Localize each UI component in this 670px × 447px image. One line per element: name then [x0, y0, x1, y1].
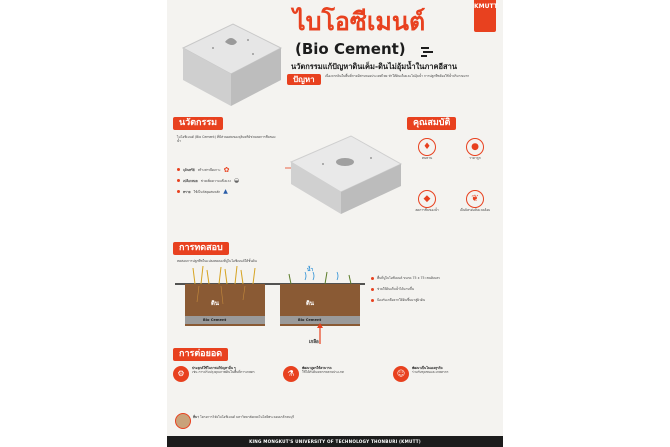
- salt-label: เกลือ: [309, 340, 319, 345]
- bacteria-icon: ✿: [223, 165, 230, 174]
- researcher-avatar: [175, 413, 191, 429]
- experiment-diagram: [175, 266, 365, 348]
- innovation-heading: นวัตกรรม: [173, 117, 223, 130]
- source-text: โครงการวิจัยไบโอซีเมนต์ มหาวิทยาลัยเทคโนโลยีพระจอมเกล้าธนบุรี: [200, 415, 295, 419]
- extension-items: [173, 364, 497, 412]
- title-thai: ไบโอซีเมนต์: [293, 7, 426, 36]
- experiment-bullet: [371, 276, 495, 280]
- extension-item-text: เช่น การปรับปรุงคุณภาพดินในพื้นที่การเกษตร: [192, 370, 255, 374]
- property-label: ราคาถูก: [469, 156, 481, 160]
- property-item: [455, 138, 495, 160]
- property-item: [407, 138, 447, 160]
- bullet-dot: [371, 299, 374, 302]
- extension-item-text: ร่วมกับชุมชนและเกษตรกร: [412, 370, 449, 374]
- property-label: ลดการซึมของน้ำ: [415, 208, 439, 212]
- innovation-item-label: ทราย: [183, 189, 191, 194]
- coin-icon: ●: [466, 138, 484, 156]
- kmutt-logo: [474, 0, 496, 32]
- soil-label-1: ดิน: [211, 300, 219, 307]
- innovation-item: [177, 164, 287, 175]
- extension-item-title: ประยุกต์ใช้ในการแก้ปัญหาอื่น ๆ: [192, 366, 236, 370]
- innovation-item-text: ช่วยเพิ่มความแข็งแรง: [200, 178, 231, 183]
- experiment-heading: การทดสอบ: [173, 242, 229, 255]
- bullet-dot: [371, 277, 374, 280]
- experiment-bullet-text: ป้องกันเกลือจากใต้ดินขึ้นมาสู่ผิวดิน: [377, 298, 426, 302]
- innovation-item-text: สร้างสารยึดเกาะ: [197, 167, 221, 172]
- bio-cement-label-1: Bio Cement: [203, 318, 227, 322]
- sand-icon: ▲: [223, 188, 228, 195]
- people-icon: ☺: [393, 366, 409, 382]
- innovation-item-label: จุลินทรีย์: [183, 167, 195, 172]
- bullet-dot: [177, 190, 180, 193]
- experiment-bullet-text: ช่วยให้ดินเก็บน้ำได้นานขึ้น: [377, 287, 414, 291]
- bio-cement-label-2: Bio Cement: [298, 318, 322, 322]
- source-line: [193, 415, 493, 419]
- innovation-item-list: [177, 164, 287, 197]
- bio-cement-block-image: [173, 18, 285, 108]
- property-label: ทนทาน: [421, 156, 433, 160]
- extension-heading: การต่อยอด: [173, 348, 228, 361]
- extension-item-title: พัฒนาสูตรให้สามารถ: [302, 366, 332, 370]
- shell-icon: ◒: [233, 177, 240, 184]
- infographic-poster: [167, 0, 503, 447]
- source-label: ที่มา: [193, 415, 199, 419]
- innovation-description: ไบโอซีเมนต์ (Bio Cement) ที่มีส่วนผสมของจุลินทรีย์ช่วยลดการซึมของน้ำ: [177, 135, 276, 143]
- logo-text: KMUTT: [474, 3, 498, 10]
- experiment-bullet: [371, 298, 495, 302]
- extension-item: [173, 366, 277, 382]
- problem-heading: ปัญหา: [287, 74, 321, 85]
- bio-cement-slab-image: [285, 128, 405, 224]
- property-item: [407, 190, 447, 212]
- innovation-item: [177, 186, 287, 197]
- extension-item-title: พัฒนาเป็นโมเดลธุรกิจ: [412, 366, 443, 370]
- drop-icon: ◆: [418, 190, 436, 208]
- innovation-item: [177, 175, 287, 186]
- flask-icon: ⚗: [283, 366, 299, 382]
- properties-grid: [401, 134, 501, 244]
- experiment-bullet-text: พื้นที่ปูไบโอซีเมนต์ ขนาด 75 x 75 เซนติเมตร: [377, 276, 441, 280]
- extension-item: [393, 366, 497, 382]
- title-english: (Bio Cement): [295, 40, 406, 58]
- innovation-item-text: ใช้เป็นวัสดุผสมหลัก: [193, 189, 221, 194]
- leaf-icon: ❦: [466, 190, 484, 208]
- extension-item: [283, 366, 387, 382]
- gear-icon: ⚙: [173, 366, 189, 382]
- bullet-dot: [177, 168, 180, 171]
- shield-icon: ♦: [418, 138, 436, 156]
- property-label: เป็นมิตรต่อสิ่งแวดล้อม: [459, 208, 491, 212]
- bullet-dot: [371, 288, 374, 291]
- problem-text: เนื่องจากดินในพื้นที่ภาคอีสานของประเทศไทย ทำให้ดินเค็มและไม่อุ้มน้ำ การปลูกพืชต้องใช้น้ำปริมาณมาก: [325, 74, 470, 78]
- subtitle: นวัตกรรมแก้ปัญหาดินเค็ม-ดินไม่อุ้มน้ำในภาคอีสาน: [291, 62, 457, 71]
- water-label: น้ำ: [307, 267, 314, 273]
- innovation-item-label: เปลือกหอย: [183, 178, 198, 183]
- bullet-dot: [177, 179, 180, 182]
- properties-heading: คุณสมบัติ: [407, 117, 456, 130]
- property-item: [455, 190, 495, 212]
- experiment-bullets: [371, 276, 495, 302]
- soil-label-2: ดิน: [306, 300, 314, 307]
- experiment-intro: ทดสอบการปลูกพืชในแปลงทดลองที่ปูไบโอซีเมนต์ใต้ชั้นดิน: [177, 259, 257, 263]
- arrow-decoration-icon: [421, 43, 435, 57]
- extension-item-text: ใช้ได้กับดินหลากหลายประเภท: [302, 370, 344, 374]
- footer: KING MONGKUT'S UNIVERSITY OF TECHNOLOGY THONBURI (KMUTT): [167, 436, 503, 447]
- experiment-bullet: [371, 287, 495, 291]
